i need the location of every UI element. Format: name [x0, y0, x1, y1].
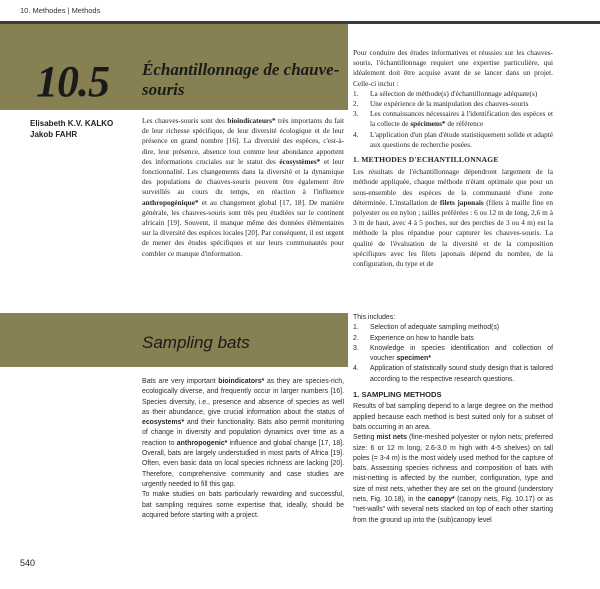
english-right-column: [353, 313, 553, 526]
title-french: Échantillonnage de chauve-souris: [142, 60, 340, 99]
english-expertise-intro: This includes:: [353, 314, 396, 321]
author-2: Jakob FAHR: [30, 130, 78, 139]
author-1: Elisabeth K.V. KALKO: [30, 119, 114, 128]
french-right-column: [353, 48, 553, 269]
english-intro-paragraph-2: To make studies on bats particularly rewarding and successful, bat sampling requires some expertise that, ideally, should be acquired before starting with a project.: [142, 491, 344, 519]
list-item: 4. Application of statistically sound study design that is tailored according to the respective research questions.: [353, 365, 553, 383]
french-methods-heading: 1. METHODES D'ECHANTILLONNAGE: [353, 155, 499, 165]
english-methods-paragraph-2: Setting mist nets (fine-meshed polyester or nylon nets; preferred size: 6 or 12 m long, 2.6-3.0 m high with 4-5 shelves) on tall poles (= 3-4 m) is the most widely used method for the capture of bats. Assessing species richness and composition of bats with mist-netting is affected by the number, configuration, type and size of mist nets, whether they are set on the ground (understory nets, Fig. 10.18), in the canopy* (canopy nets, Fig. 10.17) or as "net-walls" with several nets stacked on top of each other starting from the ground up into the (sub)canopy level: [353, 434, 553, 524]
english-methods-heading: 1. SAMPLING METHODS: [353, 390, 442, 400]
page-number: 540: [20, 558, 36, 568]
list-item: 4. L'application d'un plan d'étude statistiquement solide et adapté aux questions de recherche posées.: [353, 129, 553, 149]
french-intro-paragraph: Les chauves-souris sont des bioindicateurs* très importants du fait de leur richesse spécifique, de leur diversité écologique et de leur présence en grand nombre [16]. La diversité des espèces, c'est-à-dire, leur présence, absence tout comme leur abondance apportent des informations cruciales sur le statut des écosystèmes* et leur fonctionnalité. Les changements dans la diversité et la dynamique des populations de chauves-souris peuvent être également être surveillés au cours du temps, en réaction à l'influence anthropogénique* et au changement global [17, 18]. De manière générale, les chauves-souris sont très peu étudiées sur le continent africain [19]. Souvent, il manque même des données élémentaires sur la diversité des espèces locales [20]. Par conséquent, il est urgent de mener des études spécifiques et sur leurs communautés pour combler ce manque d'information.: [142, 116, 345, 258]
title-english: Sampling bats: [142, 333, 250, 352]
list-item: 2. Une expérience de la manipulation des chauves-souris: [353, 99, 529, 109]
authors: [30, 118, 113, 140]
french-expertise-list: [353, 89, 553, 150]
list-item: 1. Selection of adequate sampling method(s): [353, 324, 500, 332]
french-methods-paragraph: Les résultats de l'échantillonnage dépendront largement de la méthode appliquée, chaque méthode n'étant optimale que pour un sous-ensemble des espèces de la communauté d'une zone déterminée. L'installation de filets japonais (filets à maille fine en polyester ou en nylon ; tailles préférées : 6 ou 12 m de long, 2,6 m à 3 m de haut, avec 4 à 5 poches, sur des perches de 3 ou 4 m) est la méthode la plus répandue pour capturer les chauves-souris. La qualité de l'évaluation de la diversité et de la composition spécifiques avec les filets japonais dépend du nombre, de la configuration, du type et de: [353, 167, 554, 269]
english-methods-paragraph-1: Results of bat sampling depend to a large degree on the method applied because each method is best suited only for a subset of bats occurring in an area.: [353, 403, 553, 431]
list-item: 3. Knowledge in species identification and collection of voucher specimen*: [353, 344, 553, 363]
list-item: 1. La sélection de méthode(s) d'échantillonnage adéquate(s): [353, 88, 538, 98]
list-item: 3. Les connaissances nécessaires à l'identification des espèces et la collecte de spécimens* de référence: [353, 109, 553, 129]
section-number: 10.5: [36, 57, 109, 106]
french-expertise-intro: Pour conduire des études informatives et réussies sur les chauves-souris, l'échantillonnage requiert une expertise particulière, qui idéalement doit être acquise avant de se lancer dans un projet. Celle-ci inclut :: [353, 48, 553, 88]
list-item: 2. Experience on how to handle bats: [353, 334, 474, 342]
running-header: 10. Methodes | Methods: [20, 6, 101, 15]
english-intro-paragraph: Bats are very important bioindicators* as they are species-rich, ecologically diverse, and frequently occur in larger numbers [16]. Species diversity, i.e., presence and absence of species as well as their abundance, give crucial information about the status of ecosystems* and their functionality. Bats also permit monitoring of change in diversity and population dynamics over time as a reaction to anthropogenic* influence and global change [17, 18]. Overall, bats are largely understudied in most parts of Africa [19]. Often, even basic data on local species richness are lacking [20]. Therefore, comprehensive community and case studies are urgently needed to fill this gap. To make studies on bats particularly rewarding and successful, bat sampling requires some expertise that, ideally, should be acquired before starting with a project.: [142, 377, 344, 521]
english-expertise-list: [353, 323, 553, 385]
